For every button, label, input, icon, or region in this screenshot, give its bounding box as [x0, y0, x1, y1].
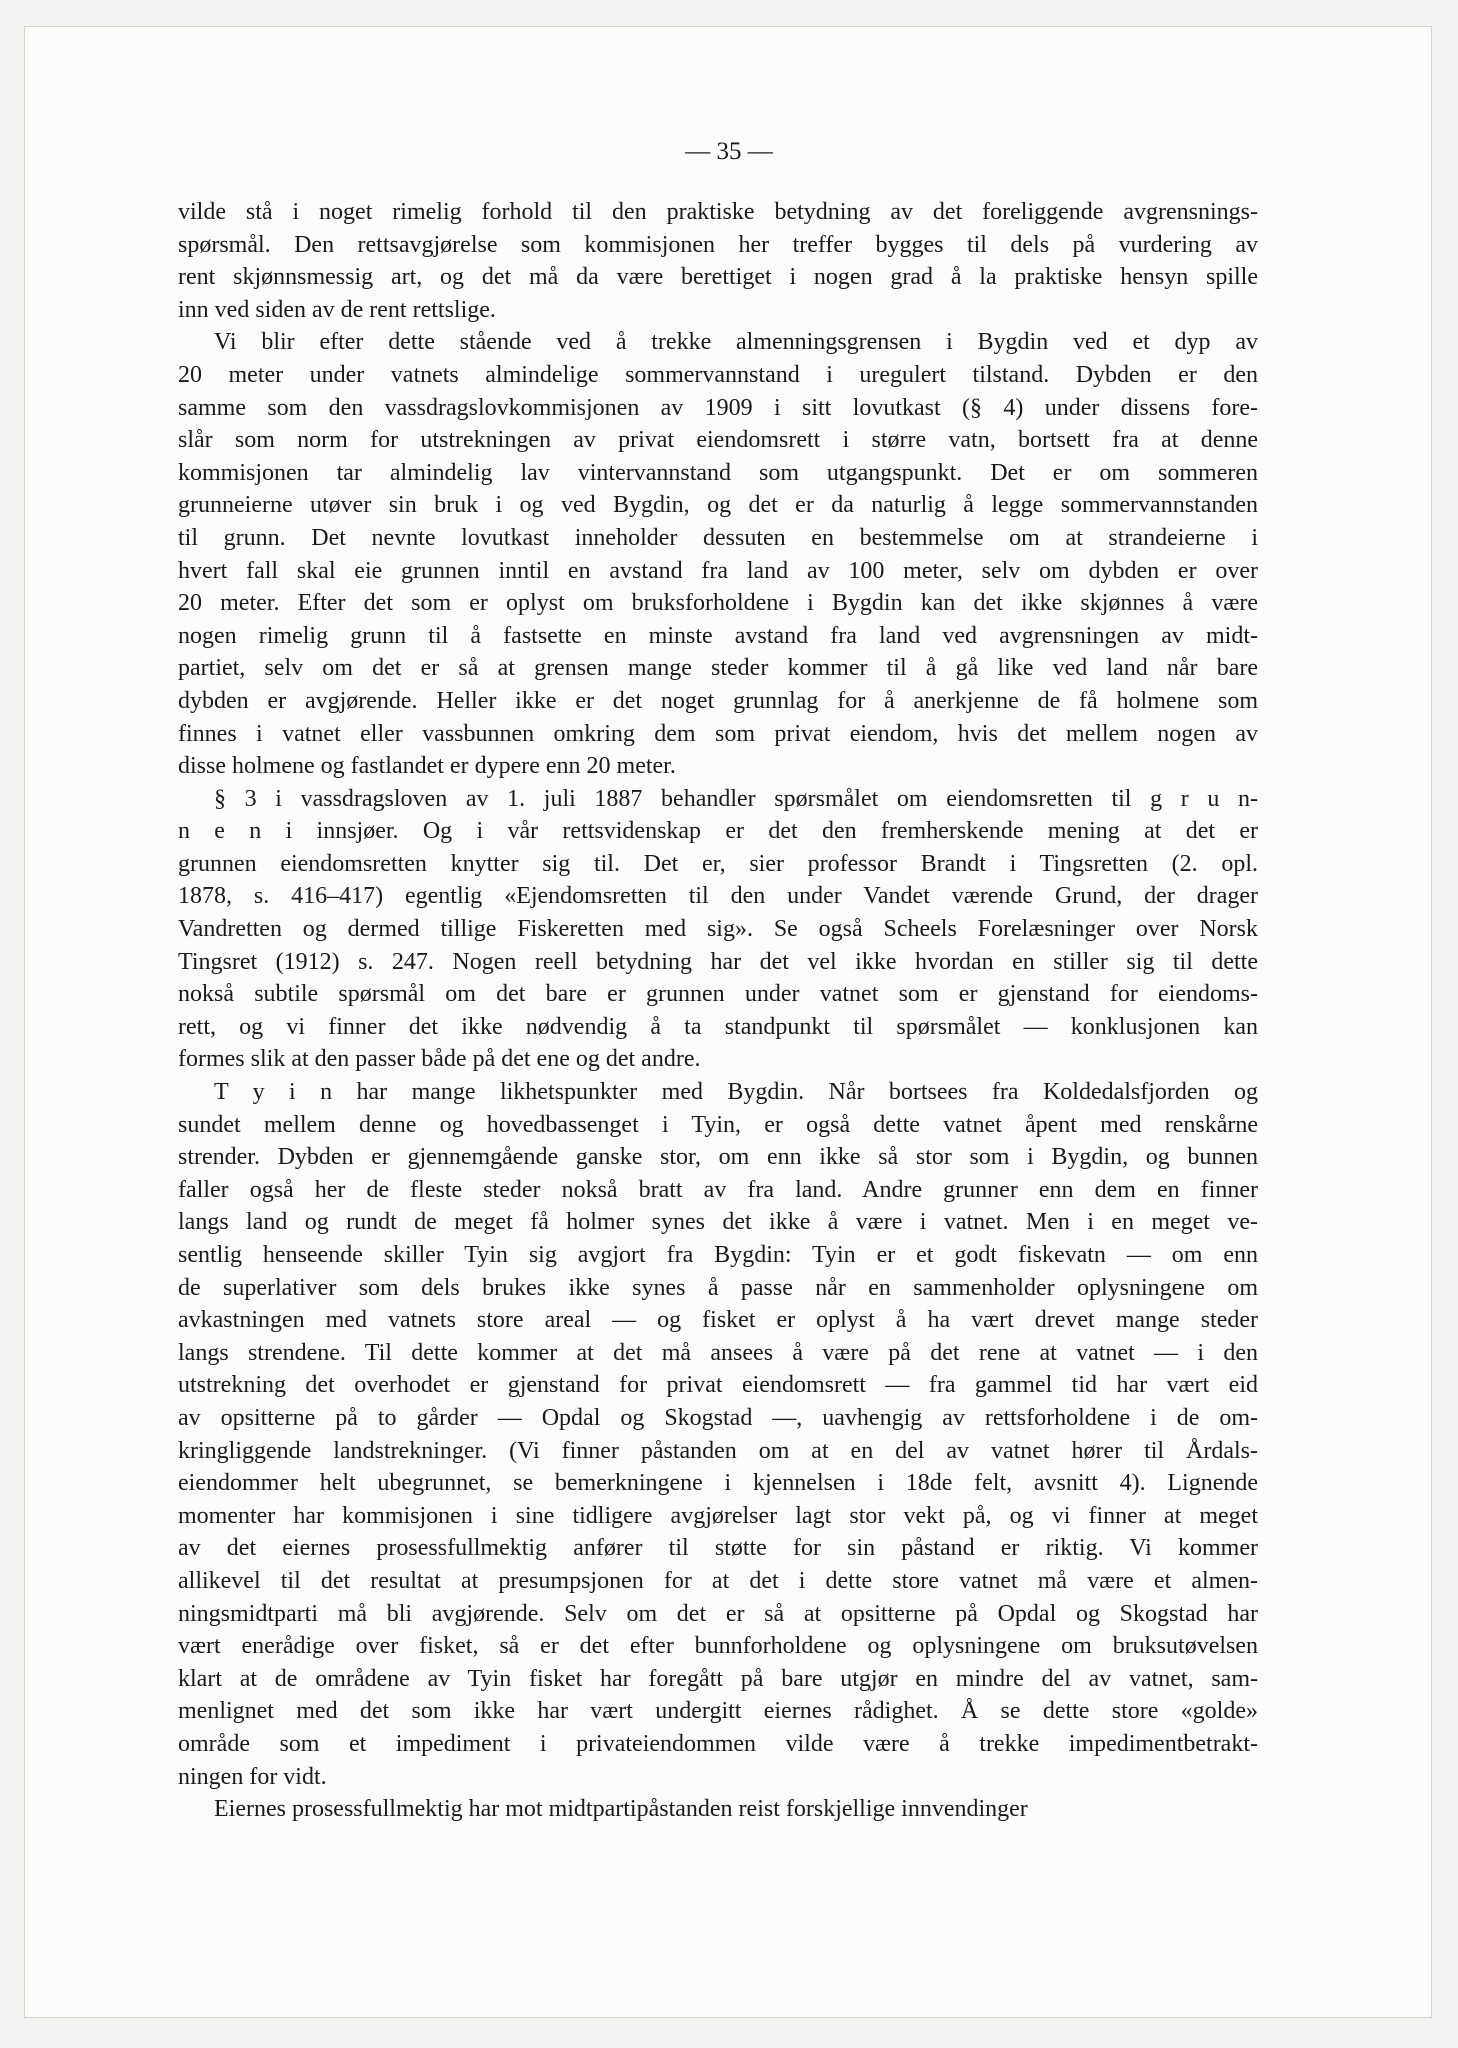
text-line: 20 meter. Efter det som er oplyst om bruksforholdene i Bygdin kan det ikke skjønnes å være	[178, 590, 1258, 617]
text-line: momenter har kommisjonen i sine tidligere avgjørelser lagt stor vekt på, og vi finner at meget	[178, 1502, 1258, 1529]
paragraph	[178, 783, 1258, 1076]
text-line: utstrekning det overhodet er gjenstand for privat eiendomsrett — fra gammel tid har vært eid	[178, 1372, 1258, 1399]
text-line: ningen for vidt.	[178, 1763, 327, 1790]
text-line: rett, og vi finner det ikke nødvendig å ta standpunkt til spørsmålet — konklusjonen kan	[178, 1013, 1258, 1040]
text-line: dybden er avgjørende. Heller ikke er det noget grunnlag for å anerkjenne de få holmene som	[178, 687, 1258, 714]
page-number: — 35 —	[685, 138, 773, 165]
text-line: vært enerådige over fisket, så er det efter bunnforholdene og oplysningene om bruksutøvelsen	[178, 1633, 1258, 1660]
text-line: 1878, s. 416–417) egentlig «Ejendomsretten til den under Vandet værende Grund, der drager	[178, 883, 1258, 910]
text-line: spørsmål. Den rettsavgjørelse som kommisjonen her treffer bygges til dels på vurdering av	[178, 231, 1258, 258]
text-line: § 3 i vassdragsloven av 1. juli 1887 behandler spørsmålet om eiendomsretten til g r u n-	[214, 785, 1258, 812]
text-line: klart at de områdene av Tyin fisket har foregått på bare utgjør en mindre del av vatnet, sam-	[178, 1665, 1258, 1692]
text-line: strender. Dybden er gjennemgående ganske stor, om enn ikke så stor som i Bygdin, og bunnen	[178, 1144, 1258, 1171]
text-line: avkastningen med vatnets store areal — og fisket er oplyst å ha vært drevet mange steder	[178, 1307, 1258, 1334]
text-line: Vandretten og dermed tillige Fiskeretten med sig». Se også Scheels Forelæsninger over Norsk	[178, 916, 1258, 943]
text-line: rent skjønnsmessig art, og det må da være berettiget i nogen grad å la praktiske hensyn spille	[178, 264, 1258, 291]
text-line: inn ved siden av de rent rettslige.	[178, 296, 496, 323]
text-line: partiet, selv om det er så at grensen mange steder kommer til å gå like ved land når bare	[178, 655, 1258, 682]
text-line: kommisjonen tar almindelig lav vintervannstand som utgangspunkt. Det er om sommeren	[178, 459, 1258, 486]
text-line: nogen rimelig grunn til å fastsette en minste avstand fra land ved avgrensningen av midt-	[178, 622, 1258, 649]
text-line: kringliggende landstrekninger. (Vi finner påstanden om at en del av vatnet hører til Årdals-	[178, 1437, 1258, 1464]
text-line: faller også her de fleste steder nokså bratt av fra land. Andre grunner enn dem en finner	[178, 1176, 1258, 1203]
text-line: grunnen eiendomsretten knytter sig til. Det er, sier professor Brandt i Tingsretten (2. opl.	[178, 850, 1258, 877]
text-line: område som et impediment i privateiendommen vilde være å trekke impedimentbetrakt-	[178, 1730, 1258, 1757]
text-line: Tingsret (1912) s. 247. Nogen reell betydning har det vel ikke hvordan en stiller sig til dette	[178, 948, 1258, 975]
text-line: n e n i innsjøer. Og i vår rettsvidenskap er det den fremherskende mening at det er	[178, 818, 1258, 845]
text-line: Vi blir efter dette stående ved å trekke almenningsgrensen i Bygdin ved et dyp av	[214, 329, 1258, 356]
text-line: disse holmene og fastlandet er dypere enn 20 meter.	[178, 753, 676, 780]
text-line: de superlativer som dels brukes ikke synes å passe når en sammenholder oplysningene om	[178, 1274, 1258, 1301]
text-line: formes slik at den passer både på det ene og det andre.	[178, 1046, 701, 1073]
paragraph	[178, 326, 1258, 782]
paragraph	[178, 1793, 1258, 1826]
body-text	[178, 196, 1258, 1826]
text-line: sundet mellem denne og hovedbassenget i Tyin, er også dette vatnet åpent med renskårne	[178, 1111, 1258, 1138]
text-line: av opsitterne på to gårder — Opdal og Skogstad —, uavhengig av rettsforholdene i de om-	[178, 1404, 1258, 1431]
text-line: til grunn. Det nevnte lovutkast inneholder dessuten en bestemmelse om at strandeierne i	[178, 524, 1258, 551]
text-line: eiendommer helt ubegrunnet, se bemerkningene i kjennelsen i 18de felt, avsnitt 4). Lignende	[178, 1470, 1258, 1497]
paragraph	[178, 1076, 1258, 1793]
paragraph	[178, 196, 1258, 326]
text-line: grunneierne utøver sin bruk i og ved Bygdin, og det er da naturlig å legge sommervannstanden	[178, 492, 1258, 519]
text-line: hvert fall skal eie grunnen inntil en avstand fra land av 100 meter, selv om dybden er over	[178, 557, 1258, 584]
text-line: vilde stå i noget rimelig forhold til den praktiske betydning av det foreliggende avgrensnings-	[178, 199, 1258, 225]
text-line: ningsmidtparti må bli avgjørende. Selv om det er så at opsitterne på Opdal og Skogstad har	[178, 1600, 1258, 1627]
text-line: av det eiernes prosessfullmektig anfører til støtte for sin påstand er riktig. Vi kommer	[178, 1535, 1258, 1562]
text-line: nokså subtile spørsmål om det bare er grunnen under vatnet som er gjenstand for eiendoms-	[178, 981, 1258, 1008]
text-line: samme som den vassdragslovkommisjonen av 1909 i sitt lovutkast (§ 4) under dissens fore-	[178, 394, 1258, 421]
text-line: langs strendene. Til dette kommer at det må ansees å være på det rene at vatnet — i den	[178, 1339, 1258, 1366]
text-line: T y i n har mange likhetspunkter med Bygdin. Når bortsees fra Koldedalsfjorden og	[214, 1079, 1258, 1106]
text-line: slår som norm for utstrekningen av privat eiendomsrett i større vatn, bortsett fra at denne	[178, 427, 1258, 454]
text-line: menlignet med det som ikke har vært undergitt eiernes rådighet. Å se dette store «golde»	[178, 1698, 1258, 1725]
text-line: finnes i vatnet eller vassbunnen omkring dem som privat eiendom, hvis det mellem nogen av	[178, 720, 1258, 747]
text-line: 20 meter under vatnets almindelige sommervannstand i uregulert tilstand. Dybden er den	[178, 361, 1258, 388]
text-line: allikevel til det resultat at presumpsjonen for at det i dette store vatnet må være et almen-	[178, 1567, 1258, 1594]
text-line: langs land og rundt de meget få holmer synes det ikke å være i vatnet. Men i en meget ve-	[178, 1209, 1258, 1236]
text-line: sentlig henseende skiller Tyin sig avgjort fra Bygdin: Tyin er et godt fiskevatn — om enn	[178, 1242, 1258, 1268]
text-line: Eiernes prosessfullmektig har mot midtpartipåstanden reist forskjellige innvendinger	[214, 1796, 1028, 1823]
